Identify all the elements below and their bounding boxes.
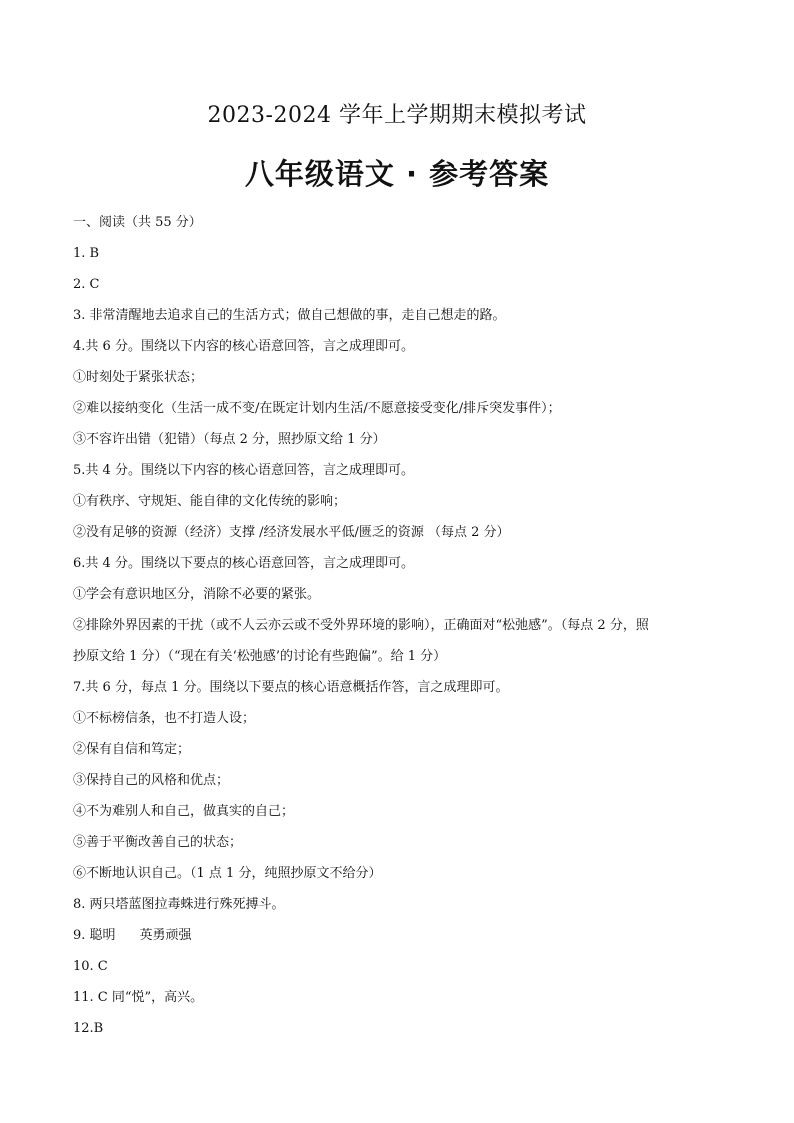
answer-9-first: 9. 聪明 — [73, 928, 116, 943]
answer-5-point-1: ①有秩序、守规矩、能自律的文化传统的影响； — [73, 494, 347, 509]
subject-title: 八年级语文 · 参考答案 — [244, 157, 550, 191]
answer-4-point-3: ③不容许出错（犯错）（每点 2 分，照抄原文给 1 分） — [73, 432, 386, 447]
answer-7-point-3: ③保持自己的风格和优点； — [73, 773, 230, 788]
answer-5-intro: 5.共 4 分。围绕以下内容的核心语意回答，言之成理即可。 — [73, 463, 414, 478]
answer-1: 1. B — [73, 246, 100, 261]
answer-6-intro: 6.共 4 分。围绕以下要点的核心语意回答，言之成理即可。 — [73, 556, 414, 571]
answer-10: 10. C — [73, 959, 108, 974]
answer-11: 11. C 同“悦”，高兴。 — [73, 990, 204, 1005]
answer-4-point-2: ②难以接纳变化（生活一成不变/在既定计划内生活/不愿意接受变化/排斥突发事件）； — [73, 401, 561, 416]
answer-7-intro: 7.共 6 分，每点 1 分。围绕以下要点的核心语意概括作答，言之成理即可。 — [73, 680, 509, 695]
answer-body — [73, 207, 733, 1044]
answer-9 — [73, 920, 733, 951]
answer-7-point-4: ④不为难别人和自己，做真实的自己； — [73, 804, 295, 819]
answer-7-point-2: ②保有自信和笃定； — [73, 742, 191, 757]
answer-3: 3. 非常清醒地去追求自己的生活方式；做自己想做的事，走自己想走的路。 — [73, 308, 506, 323]
answer-12: 12.B — [73, 1021, 104, 1036]
answer-9-second: 英勇顽强 — [139, 928, 192, 943]
answer-6-point-2-line-2: 抄原文给 1 分）（“现在有关‘松弛感’的讨论有些跑偏”。给 1 分） — [73, 649, 447, 664]
answer-8: 8. 两只塔蓝图拉毒蛛进行殊死搏斗。 — [73, 897, 285, 912]
answer-5-point-2: ②没有足够的资源（经济）支撑 /经济发展水平低/匮乏的资源 （每点 2 分） — [73, 525, 510, 540]
answer-7-point-1: ①不标榜信条，也不打造人设； — [73, 711, 256, 726]
section-heading: 一、阅读（共 55 分） — [73, 215, 202, 230]
answer-6-point-2-line-1: ②排除外界因素的干扰（或不人云亦云或不受外界环境的影响），正确面对“松弛感”。（每点 2 分，照 — [73, 618, 649, 633]
answer-4-intro: 4.共 6 分。围绕以下内容的核心语意回答，言之成理即可。 — [73, 339, 414, 354]
answer-7-point-5: ⑤善于平衡改善自己的状态； — [73, 835, 243, 850]
answer-7-point-6: ⑥不断地认识自己。（1 点 1 分，纯照抄原文不给分） — [73, 866, 382, 881]
answer-6-point-1: ①学会有意识地区分，消除不必要的紧张。 — [73, 587, 321, 602]
answer-4-point-1: ①时刻处于紧张状态； — [73, 370, 204, 385]
exam-title: 2023-2024 学年上学期期末模拟考试 — [207, 103, 587, 128]
answer-2: 2. C — [73, 277, 100, 292]
